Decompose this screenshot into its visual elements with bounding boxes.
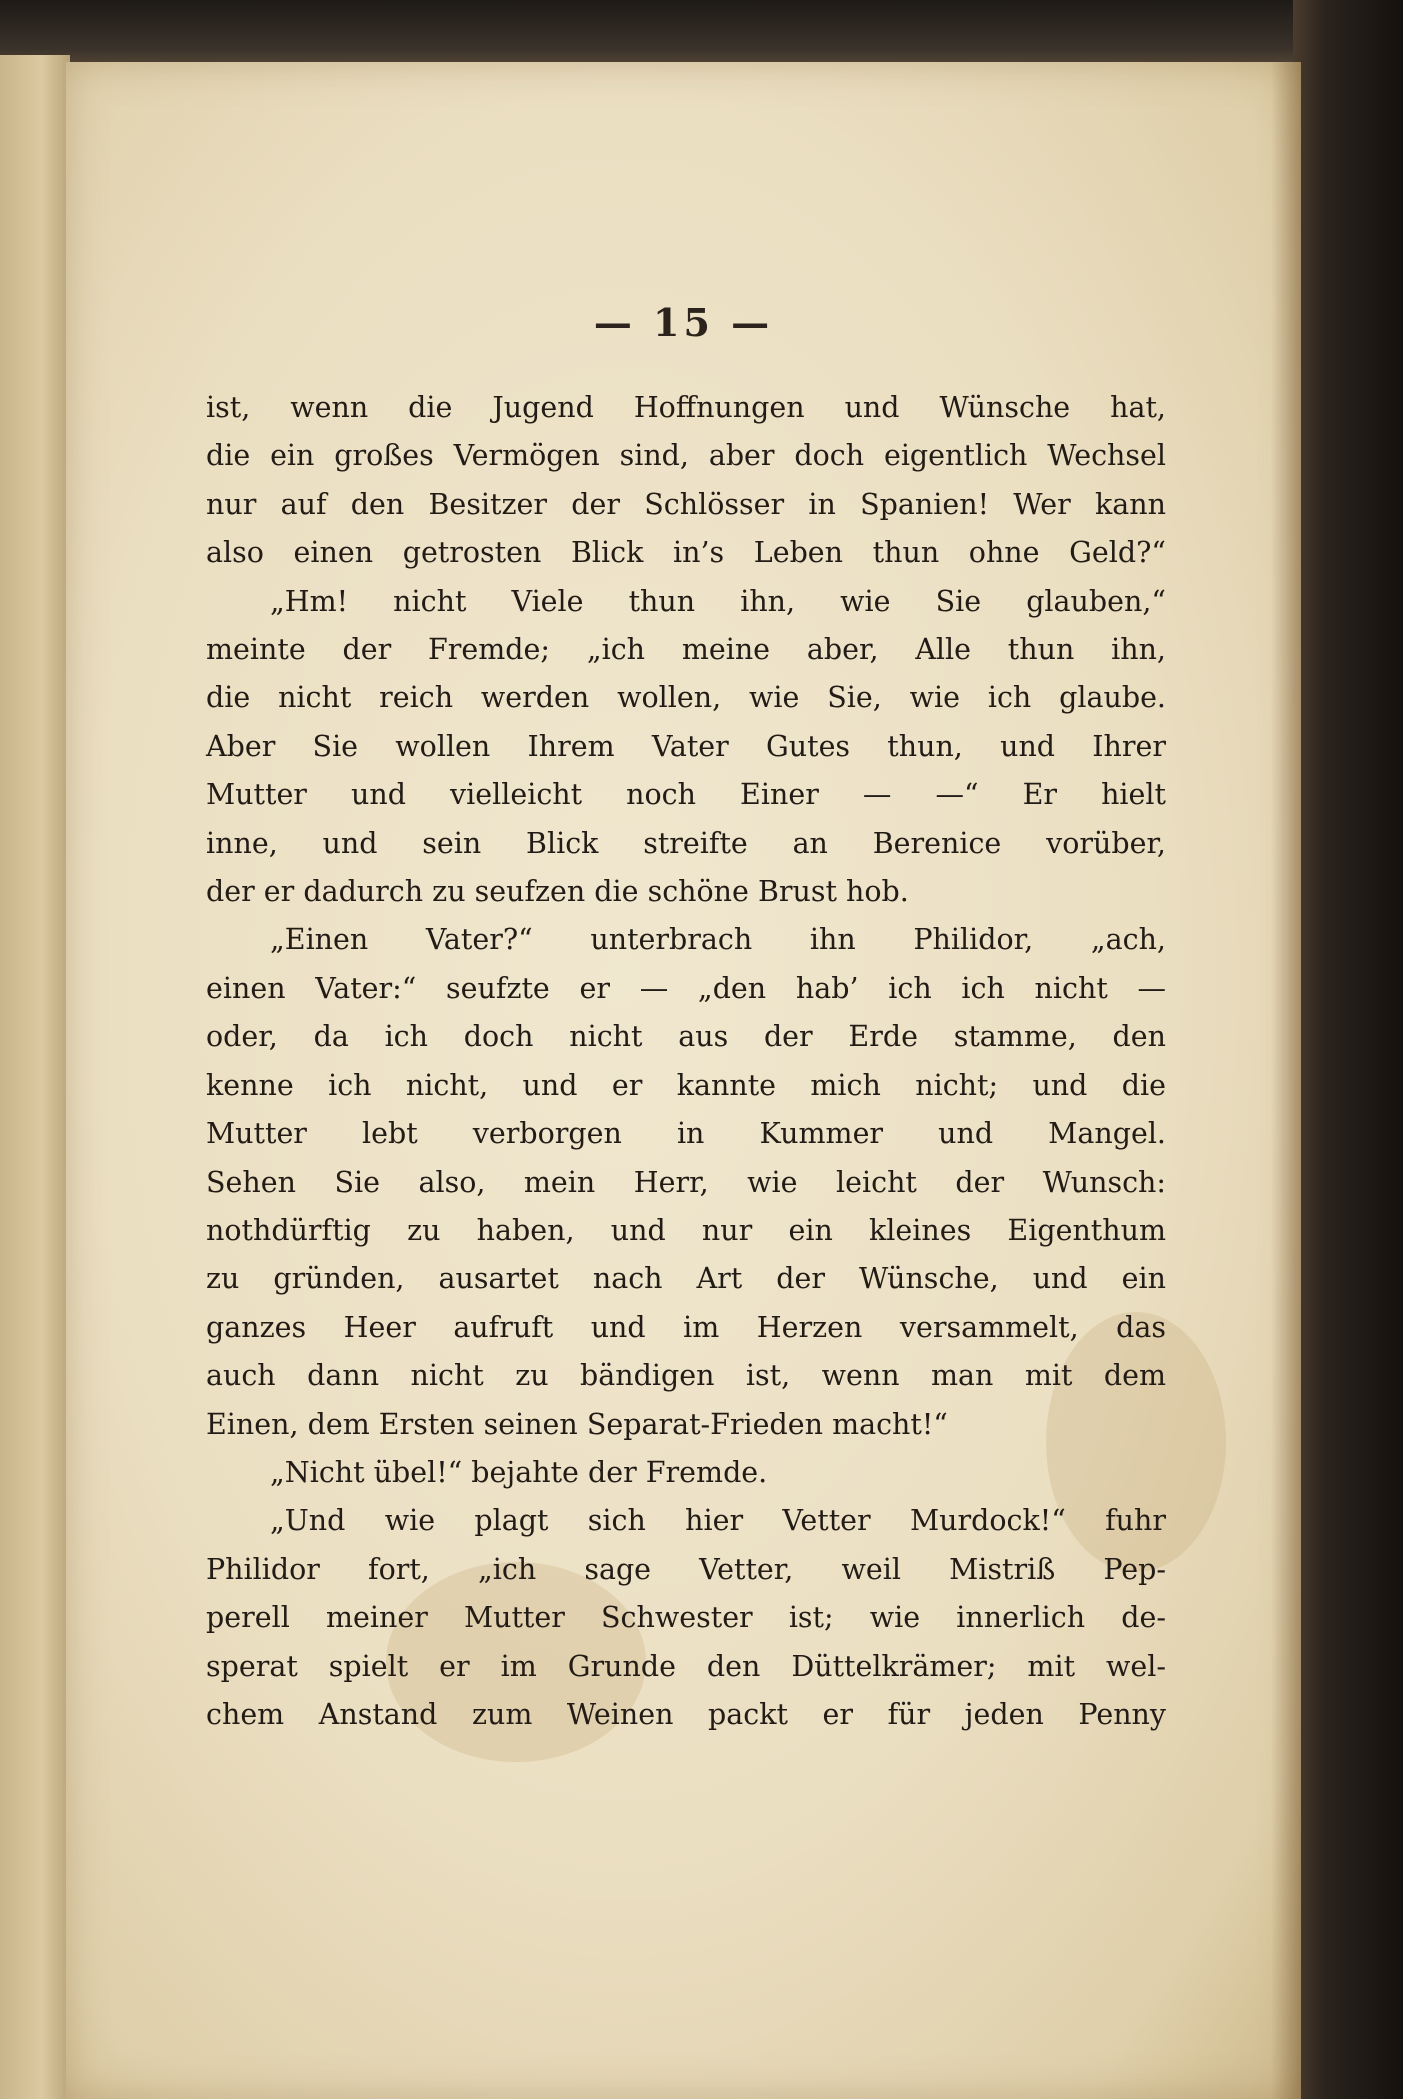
text-line: oder, da ich doch nicht aus der Erde stamme, den <box>206 1020 1166 1054</box>
text-line: einen Vater:“ seufzte er — „den hab’ ich ich nicht — <box>206 971 1166 1005</box>
text-line: Aber Sie wollen Ihrem Vater Gutes thun, und Ihrer <box>206 729 1166 763</box>
book-cover-edge <box>1293 0 1403 2099</box>
text-line: Mutter lebt verborgen in Kummer und Mangel. <box>206 1117 1166 1151</box>
page-number: — 15 — <box>593 300 774 345</box>
text-line: sperat spielt er im Grunde den Düttelkrämer; mit wel- <box>206 1649 1166 1683</box>
text-line: zu gründen, ausartet nach Art der Wünsche, und ein <box>206 1262 1166 1296</box>
text-line: der er dadurch zu seufzen die schöne Brust hob. <box>206 875 909 909</box>
text-line: nothdürftig zu haben, und nur ein kleines Eigenthum <box>206 1213 1166 1247</box>
text-line: chem Anstand zum Weinen packt er für jeden Penny <box>206 1697 1166 1731</box>
text-line: „Hm! nicht Viele thun ihn, wie Sie glauben,“ <box>270 584 1166 618</box>
text-line: „Nicht übel!“ bejahte der Fremde. <box>270 1455 768 1489</box>
text-line: ist, wenn die Jugend Hoffnungen und Wünsche hat, <box>206 391 1166 424</box>
text-line: meinte der Fremde; „ich meine aber, Alle thun ihn, <box>206 633 1166 667</box>
text-line: „Und wie plagt sich hier Vetter Murdock!“ fuhr <box>270 1504 1166 1538</box>
book-cover-top <box>0 0 1403 70</box>
text-line: auch dann nicht zu bändigen ist, wenn man mit dem <box>206 1359 1166 1393</box>
text-line: „Einen Vater?“ unterbrach ihn Philidor, „ach, <box>270 923 1166 957</box>
facing-page-edge <box>0 55 70 2099</box>
page-shadow <box>1271 62 1301 2099</box>
text-line: kenne ich nicht, und er kannte mich nicht; und die <box>206 1068 1166 1102</box>
text-line: nur auf den Besitzer der Schlösser in Spanien! Wer kann <box>206 487 1166 521</box>
text-line: Mutter und vielleicht noch Einer — —“ Er hielt <box>206 778 1166 812</box>
text-line: die nicht reich werden wollen, wie Sie, wie ich glaube. <box>206 681 1166 715</box>
text-line: Philidor fort, „ich sage Vetter, weil Mistriß Pep- <box>206 1552 1166 1586</box>
text-line: also einen getrosten Blick in’s Leben thun ohne Geld?“ <box>206 536 1166 570</box>
body-text <box>206 384 1166 1739</box>
text-line: Sehen Sie also, mein Herr, wie leicht der Wunsch: <box>206 1165 1166 1199</box>
text-line: inne, und sein Blick streifte an Berenice vorüber, <box>206 826 1166 860</box>
text-line: perell meiner Mutter Schwester ist; wie innerlich de- <box>206 1601 1166 1635</box>
book-page <box>66 62 1301 2099</box>
text-line: die ein großes Vermögen sind, aber doch eigentlich Wechsel <box>206 439 1166 473</box>
text-line: Einen, dem Ersten seinen Separat-Frieden macht!“ <box>206 1407 948 1441</box>
text-line: ganzes Heer aufruft und im Herzen versammelt, das <box>206 1310 1166 1344</box>
